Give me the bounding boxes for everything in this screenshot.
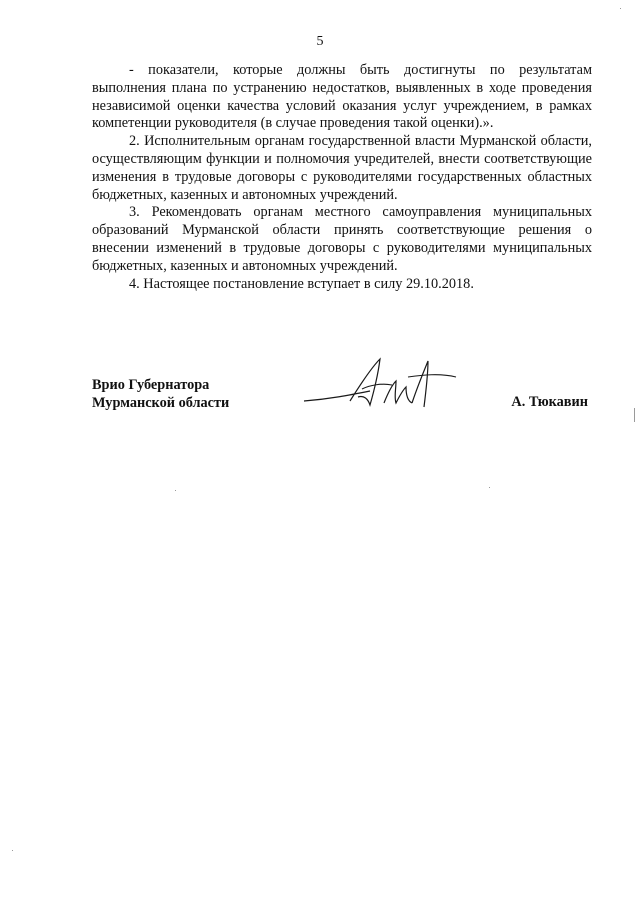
page-number: 5	[316, 34, 324, 49]
scan-speck	[489, 487, 490, 488]
handwritten-signature	[300, 355, 460, 415]
signatory-title-line1: Врио Губернатора	[92, 377, 210, 393]
paragraph-3: 3. Рекомендовать органам местного самоуправления муниципальных образований Мурманской области принять соответствующие решения о внесении изменений в трудовые договоры с руководителями муниципальных бюджетных, казенных и автономных учреждений.	[92, 204, 592, 274]
scan-speck	[620, 8, 621, 9]
paragraph-2: 2. Исполнительным органам государственной власти Мурманской области, осуществляющим функции и полномочия учредителей, внести соответствующие изменения в трудовые договоры с руководителями государственных областных бюджетных, казенных и автономных учреждений.	[92, 133, 592, 203]
signatory-title-line2: Мурманской области	[92, 395, 230, 411]
scan-speck	[634, 408, 635, 422]
scan-speck	[175, 490, 176, 491]
scan-speck	[12, 850, 13, 851]
paragraph-indicators: - показатели, которые должны быть достигнуты по результатам выполнения плана по устранению недостатков, выявленных в ходе проведения независимой оценки качества условий оказания услуг учреждением, в рамках компетенции руководителя (в случае проведения такой оценки).».	[92, 62, 592, 132]
signatory-title	[92, 376, 229, 412]
paragraph-4: 4. Настоящее постановление вступает в силу 29.10.2018.	[129, 275, 474, 292]
signatory-name: А. Тюкавин	[511, 394, 588, 410]
